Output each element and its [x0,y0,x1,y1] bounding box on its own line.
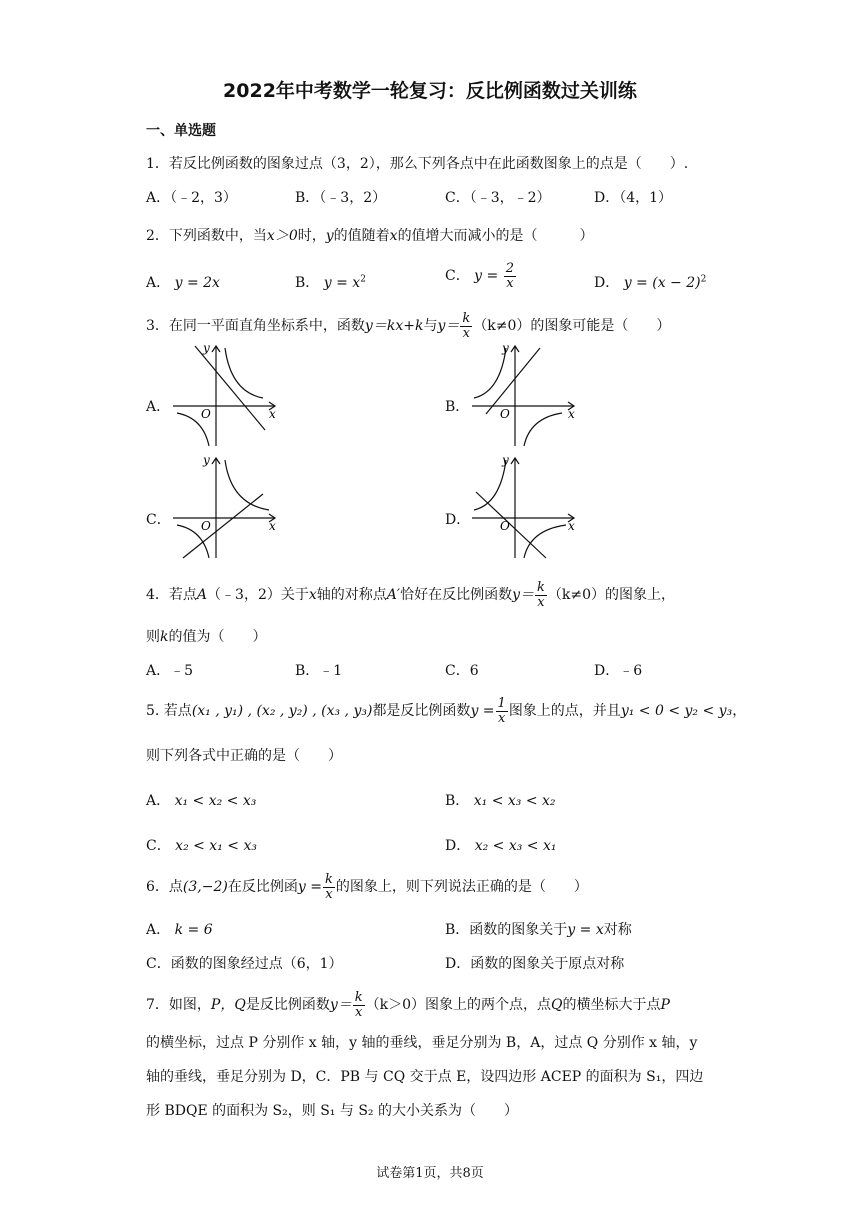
q7-post: 图象上的两个点，点 [425,997,552,1014]
page-footer: 试卷第1页，共8页 [376,1166,484,1181]
q6-a-expr: k = 6 [174,922,213,938]
q4-lhs: y＝ [512,587,534,604]
q5-num: 1 [497,696,506,711]
q2-y: y [325,228,334,244]
q3-c-axis-x: x [269,519,276,533]
q3-a-origin: O [201,407,211,421]
q7-lhs: y＝ [329,997,352,1014]
q2-option-a [146,272,220,292]
q2-b-label: B． [295,275,320,291]
q2-a-expr: y = 2x [174,275,220,291]
q3-fraction [460,312,472,340]
q5-c-label: C． [146,838,171,854]
q2-option-d [594,272,706,292]
q6-option-d: D．函数的图象关于原点对称 [445,956,625,972]
q1-stem: 1．若反比例函数的图象过点（3，2），那么下列各点中在此函数图象上的点是（ ）. [146,156,689,172]
q3-graph-b [462,342,582,452]
q7-cond: （k＞0） [365,997,426,1014]
q2-d-expr: y = (x − 2) [623,275,701,291]
q5-cond: y₁ < 0 < y₂ < y₃ [620,703,733,720]
q6-lhs: y = [297,879,322,896]
q7-den: x [355,1004,363,1020]
q6-mid: 在反比例函 [227,879,298,896]
q1-option-d: D．（4，1） [594,190,673,206]
q2-stem-mid: 时， [297,228,326,244]
q4-point-a2: A′ [386,587,401,604]
q4-line2-post: 的值为（ ） [168,629,267,645]
q3-c-origin: O [201,519,211,533]
q5-lhs: y = [470,703,495,720]
q5-d-expr: x₂ < x₃ < x₁ [474,838,557,854]
q6-fraction [323,873,335,901]
page-title: 2022年中考数学一轮复习：反比例函数过关训练 [223,80,637,102]
q3-a-axis-y: y [203,342,210,355]
q7-pre: 7．如图， [146,997,211,1014]
q3-cond: （k≠0） [473,318,531,335]
q2-stem-pre: 2．下列函数中，当 [146,228,267,244]
q6-point: (3,−2) [182,879,228,896]
q2-stem-mid2: 的值随着 [333,228,390,244]
q4-k: k [160,629,169,645]
q3-c-axis-y: y [203,454,210,467]
q3-f1: y＝kx+k [364,318,424,335]
q5-b-expr: x₁ < x₃ < x₂ [473,793,556,809]
q2-b-sup: 2 [360,274,366,285]
q7-num: k [354,990,363,1005]
q4-cond: （k≠0）的图象上， [547,587,676,604]
q1-option-b: B．（﹣3，2） [295,190,387,206]
q6-option-c: C．函数的图象经过点（6，1） [146,956,343,972]
q5-a-expr: x₁ < x₂ < x₃ [174,793,257,809]
q1-option-a: A．（﹣2，3） [146,190,237,206]
q4-mid3: 恰好在反比例函数 [400,587,513,604]
q4-axis-x: x [308,587,317,604]
q3-den: x [462,325,470,341]
q5-d-label: D． [445,838,471,854]
q3-stem-post: 的图象可能是（ ） [530,318,671,335]
q3-graph-a [163,342,283,452]
q7-q: Q [551,997,563,1014]
q7-end: 的横坐标大于点 [562,997,661,1014]
q3-b-origin: O [500,407,510,421]
q7-pq: P，Q [210,997,246,1014]
q4-line2-pre: 则 [146,629,160,645]
q2-option-b [295,272,366,292]
q2-c-lhs: y = [474,268,499,285]
section-heading: 一、单选题 [146,123,216,139]
q2-a-label: A． [146,275,171,291]
q6-pre: 6．点 [146,879,183,896]
q4-mid: （﹣3，2）关于 [207,587,309,604]
q5-mid: 都是反比例函数 [372,703,471,720]
q3-lhs: y＝ [437,318,460,335]
q6-post: 的图象上，则下列说法正确的是（ ） [335,879,588,896]
q6-num: k [324,872,333,887]
q3-d-axis-x: x [568,519,575,533]
q5-line2: 则下列各式中正确的是（ ） [146,748,342,764]
q5-a-label: A． [146,793,171,809]
q4-option-d: D．﹣6 [594,663,643,679]
q6-a-label: A． [146,922,171,938]
q3-b-axis-x: x [568,407,575,421]
q6-b-expr: y = x [567,922,604,938]
q5-pre: 5. 若点 [146,703,192,720]
q4-num: k [537,580,545,595]
q1-option-c: C．（﹣3，﹣2） [445,190,551,206]
q3-stem-mid: 与 [423,318,438,335]
q7-p: P [660,997,670,1014]
q6-option-a [146,919,213,939]
q3-d-origin: O [500,519,510,533]
q2-c-label: C． [445,268,470,285]
q3-graph-c [163,454,283,564]
q6-b-post: 对称 [603,922,632,938]
q2-stem [146,225,594,245]
q5-option-d [445,835,556,855]
q3-d-axis-y: y [502,454,509,467]
q6-option-b [445,919,632,939]
q6-b-pre: B．函数的图象关于 [445,922,568,938]
q2-d-label: D． [594,275,620,291]
q3-b-axis-y: y [502,342,509,355]
q5-fraction [496,697,508,725]
q2-cond: x＞0 [266,228,298,244]
q3-stem [146,312,670,340]
q3-stem-pre: 3．在同一平面直角坐标系中，函数 [146,318,365,335]
q2-d-sup: 2 [700,274,707,285]
q3-graph-d [462,454,582,564]
q3-a-axis-x: x [269,407,276,421]
q4-pre: 4．若点 [146,587,197,604]
q4-point-a: A [196,587,208,604]
q2-c-fraction [504,262,516,290]
q6-den: x [325,886,333,902]
q5-end: ， [732,703,747,720]
q4-line1 [146,581,675,609]
q3-label-a: A． [146,399,171,415]
q4-option-a: A．﹣5 [146,663,194,679]
q5-option-c [146,835,257,855]
q6-stem [146,873,588,901]
q4-fraction [535,581,547,609]
q5-points: (x₁ , y₁) , (x₂ , y₂) , (x₃ , y₃) [191,703,373,720]
q2-c-den: x [506,275,514,291]
q2-b-expr: y = x [323,275,361,291]
q5-line1 [146,697,746,725]
q3-label-c: C． [146,512,171,528]
q4-line2 [146,626,266,646]
q7-line1 [146,991,670,1019]
q2-x: x [389,228,398,244]
q5-option-b [445,790,556,810]
q5-option-a [146,790,256,810]
q7-line4: 形 BDQE 的面积为 S₂，则 S₁ 与 S₂ 的大小关系为（ ） [146,1103,518,1119]
q3-label-d: D． [445,512,471,528]
q5-mid2: 图象上的点，并且 [508,703,621,720]
q4-option-c: C．6 [445,663,479,679]
q7-line3: 轴的垂线，垂足分别为 D，C．PB 与 CQ 交于点 E，设四边形 ACEP 的面积为 S₁，四边 [146,1069,704,1085]
q3-num: k [462,311,471,326]
q4-mid2: 轴的对称点 [316,587,387,604]
q3-label-b: B． [445,399,470,415]
q7-fraction [353,991,365,1019]
q5-den: x [498,710,506,726]
q2-option-c [445,262,517,290]
q4-option-b: B．﹣1 [295,663,343,679]
q7-mid: 是反比例函数 [245,997,330,1014]
q2-stem-post: 的值增大而减小的是（ ） [397,228,594,244]
q4-den: x [537,594,545,610]
q5-b-label: B． [445,793,470,809]
q2-c-num: 2 [505,261,514,276]
q7-line2: 的横坐标，过点 P 分别作 x 轴，y 轴的垂线，垂足分别为 B，A，过点 Q 分别作 x 轴，y [146,1035,698,1051]
q5-c-expr: x₂ < x₁ < x₃ [175,838,257,854]
